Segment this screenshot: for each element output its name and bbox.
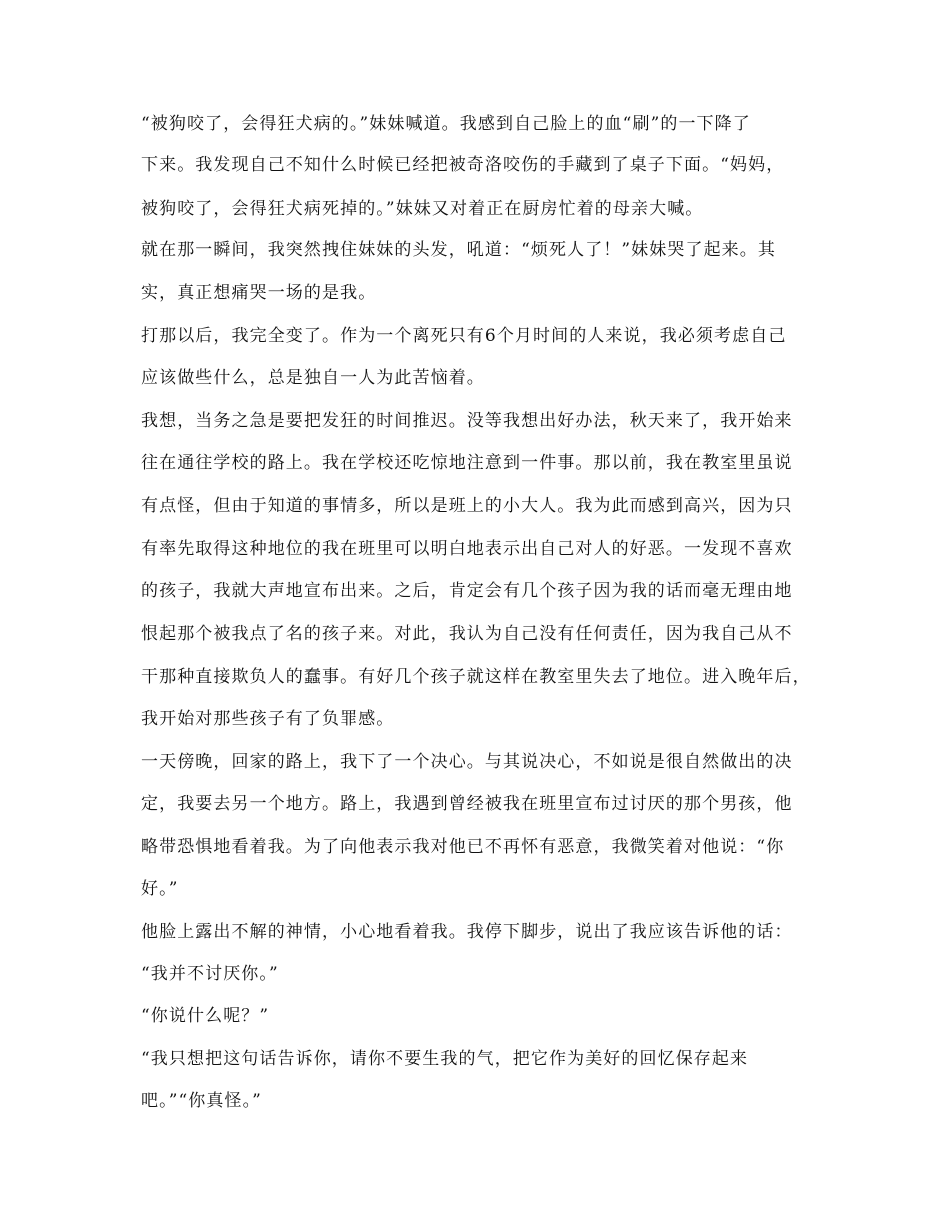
text-line: 打那以后，我完全变了。作为一个离死只有6个月时间的人来说，我必须考虑自己	[141, 326, 787, 346]
text-line: 的孩子，我就大声地宣布出来。之后，肯定会有几个孩子因为我的话而毫无理由地	[141, 581, 793, 601]
text-line: 应该做些什么，总是独自一人为此苦恼着。	[141, 368, 485, 388]
text-line: 实，真正想痛哭一场的是我。	[141, 283, 377, 303]
text-line: 吧。”“你真怪。”	[141, 1091, 262, 1111]
text-line: 被狗咬了，会得狂犬病死掉的。”妹妹又对着正在厨房忙着的母亲大喊。	[141, 199, 704, 219]
text-line: 他脸上露出不解的神情，小心地看着我。我停下脚步，说出了我应该告诉他的话：	[141, 922, 793, 942]
text-line: 我开始对那些孩子有了负罪感。	[141, 709, 395, 729]
text-line: 定，我要去另一个地方。路上，我遇到曾经被我在班里宣布过讨厌的那个男孩，他	[141, 794, 793, 814]
text-line: 下来。我发现自己不知什么时候已经把被奇洛咬伤的手藏到了桌子下面。“妈妈，	[141, 155, 785, 175]
text-line: “我并不讨厌你。”	[141, 964, 279, 984]
text-line: 我想，当务之急是要把发狂的时间推迟。没等我想出好办法，秋天来了，我开始来	[141, 411, 793, 431]
text-line: 恨起那个被我点了名的孩子来。对此，我认为自己没有任何责任，因为我自己从不	[141, 624, 793, 644]
text-line: 好。”	[141, 879, 179, 899]
text-line: “被狗咬了，会得狂犬病的。”妹妹喊道。我感到自己脸上的血“刷”的一下降了	[141, 114, 751, 134]
text-line: “我只想把这句话告诉你，请你不要生我的气，把它作为美好的回忆保存起来	[141, 1049, 749, 1069]
text-line: 就在那一瞬间，我突然拽住妹妹的头发，吼道：“烦死人了！”妹妹哭了起来。其	[141, 240, 776, 260]
text-line: “你说什么呢？”	[141, 1006, 270, 1026]
text-line: 一天傍晚，回家的路上，我下了一个决心。与其说决心，不如说是很自然做出的决	[141, 752, 793, 772]
text-line: 有率先取得这种地位的我在班里可以明白地表示出自己对人的好恶。一发现不喜欢	[141, 539, 793, 559]
text-line: 往在通往学校的路上。我在学校还吃惊地注意到一件事。那以前，我在教室里虽说	[141, 453, 793, 473]
text-line: 有点怪，但由于知道的事情多，所以是班上的小大人。我为此而感到高兴，因为只	[141, 496, 793, 516]
text-line: 略带恐惧地看着我。为了向他表示我对他已不再怀有恶意，我微笑着对他说：“你	[141, 837, 785, 857]
text-line: 干那种直接欺负人的蠢事。有好几个孩子就这样在教室里失去了地位。进入晚年后，	[141, 667, 811, 687]
